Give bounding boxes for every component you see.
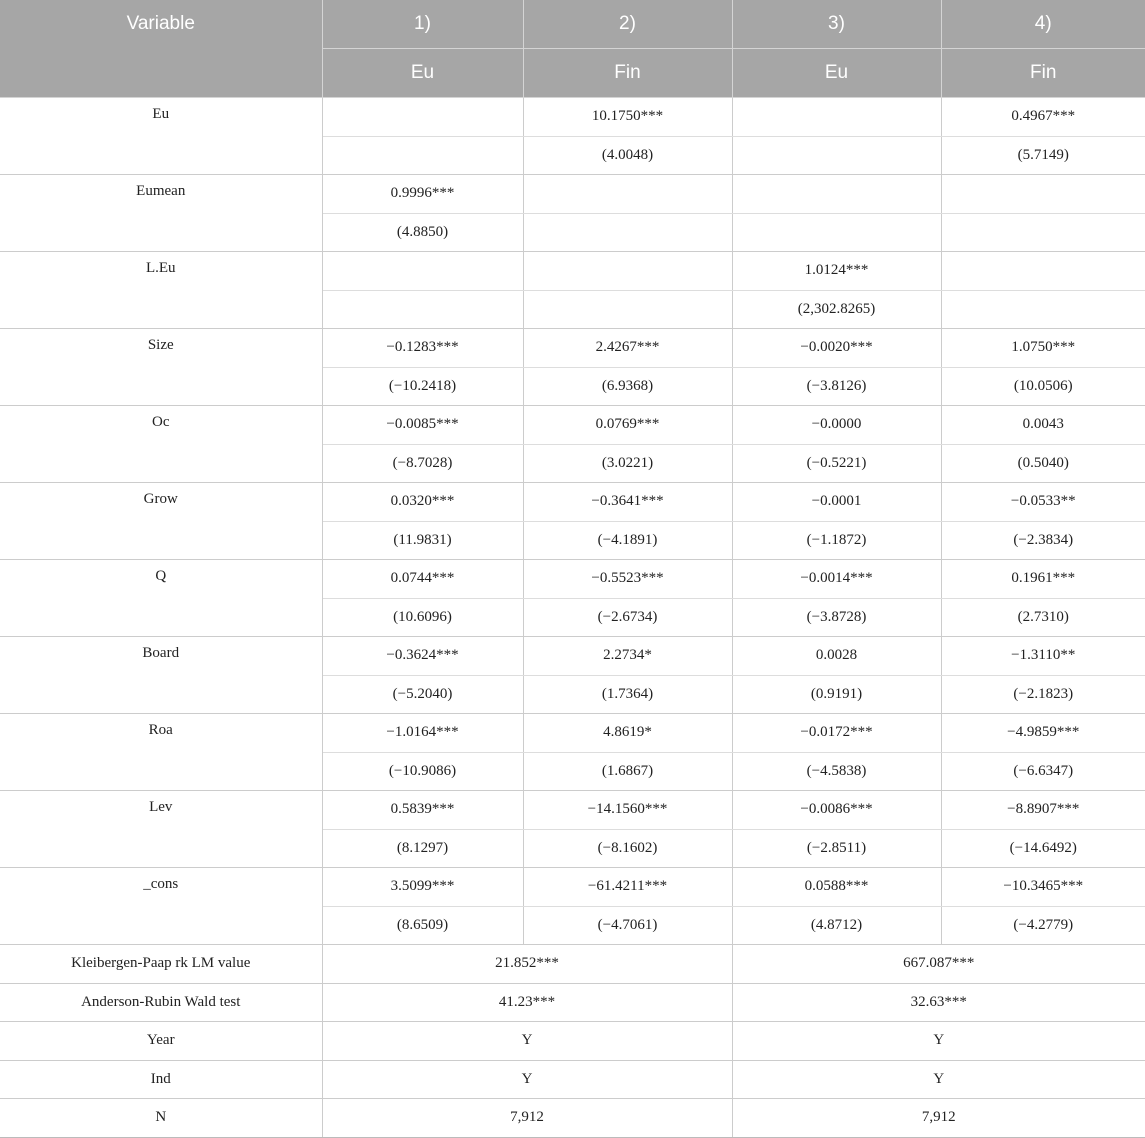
tstat-cell: (−8.7028)	[322, 444, 523, 483]
table-header	[0, 0, 1145, 98]
coefficient-cell: −0.0014***	[732, 560, 941, 599]
coefficient-cell	[322, 98, 523, 137]
coefficient-cell: 0.5839***	[322, 791, 523, 830]
variable-name: Eumean	[0, 175, 322, 252]
coefficient-cell: 4.8619*	[523, 714, 732, 753]
stat-value-left: 21.852***	[322, 945, 732, 984]
tstat-cell	[523, 290, 732, 329]
tstat-cell	[732, 213, 941, 252]
variable-name: Eu	[0, 98, 322, 175]
tstat-cell: (−4.2779)	[941, 906, 1145, 945]
coefficient-cell	[523, 252, 732, 291]
dependent-var-3: Eu	[732, 49, 941, 98]
stat-name: N	[0, 1099, 322, 1138]
coefficient-cell: 10.1750***	[523, 98, 732, 137]
tstat-cell: (11.9831)	[322, 521, 523, 560]
variable-name: Size	[0, 329, 322, 406]
dependent-var-2: Fin	[523, 49, 732, 98]
table-row	[0, 175, 1145, 214]
stats-row	[0, 1022, 1145, 1061]
variable-name: Grow	[0, 483, 322, 560]
coefficient-cell: −1.3110**	[941, 637, 1145, 676]
stats-row	[0, 1099, 1145, 1138]
tstat-cell: (8.6509)	[322, 906, 523, 945]
coefficient-cell: 0.0320***	[322, 483, 523, 522]
tstat-cell: (−4.7061)	[523, 906, 732, 945]
variable-name: _cons	[0, 868, 322, 945]
tstat-cell: (−1.1872)	[732, 521, 941, 560]
coefficient-cell: 3.5099***	[322, 868, 523, 907]
tstat-cell: (10.6096)	[322, 598, 523, 637]
tstat-cell	[941, 290, 1145, 329]
coefficient-cell: −14.1560***	[523, 791, 732, 830]
coefficient-cell	[941, 252, 1145, 291]
tstat-cell: (2.7310)	[941, 598, 1145, 637]
coefficient-cell: −8.8907***	[941, 791, 1145, 830]
coefficient-cell	[732, 98, 941, 137]
coefficient-cell: −0.0020***	[732, 329, 941, 368]
coefficient-cell: 0.0043	[941, 406, 1145, 445]
coefficient-cell: −0.0001	[732, 483, 941, 522]
tstat-cell	[322, 290, 523, 329]
table-row	[0, 868, 1145, 907]
tstat-cell: (0.9191)	[732, 675, 941, 714]
table-row	[0, 791, 1145, 830]
stats-row	[0, 983, 1145, 1022]
variable-name: Board	[0, 637, 322, 714]
tstat-cell: (−3.8126)	[732, 367, 941, 406]
coefficient-cell: 2.4267***	[523, 329, 732, 368]
coefficient-cell: 1.0750***	[941, 329, 1145, 368]
coefficient-cell: −0.0533**	[941, 483, 1145, 522]
stat-value-left: Y	[322, 1022, 732, 1061]
tstat-cell: (4.0048)	[523, 136, 732, 175]
coefficient-cell: 1.0124***	[732, 252, 941, 291]
table-row	[0, 483, 1145, 522]
stat-value-right: Y	[732, 1022, 1145, 1061]
tstat-cell: (4.8850)	[322, 213, 523, 252]
table-row	[0, 637, 1145, 676]
coefficient-cell: −0.0086***	[732, 791, 941, 830]
tstat-cell: (−6.6347)	[941, 752, 1145, 791]
tstat-cell	[732, 136, 941, 175]
variable-header: Variable	[0, 0, 322, 98]
stat-value-right: 667.087***	[732, 945, 1145, 984]
dependent-var-1: Eu	[322, 49, 523, 98]
table-row	[0, 714, 1145, 753]
tstat-cell: (−8.1602)	[523, 829, 732, 868]
header-row-numbers	[0, 0, 1145, 49]
coefficient-cell: −1.0164***	[322, 714, 523, 753]
tstat-cell: (−5.2040)	[322, 675, 523, 714]
coefficient-cell: 0.0028	[732, 637, 941, 676]
variable-name: Lev	[0, 791, 322, 868]
tstat-cell: (−4.1891)	[523, 521, 732, 560]
stat-value-left: Y	[322, 1060, 732, 1099]
tstat-cell: (−10.2418)	[322, 367, 523, 406]
stat-name: Ind	[0, 1060, 322, 1099]
table-row	[0, 560, 1145, 599]
tstat-cell	[322, 136, 523, 175]
tstat-cell: (−4.5838)	[732, 752, 941, 791]
coefficient-cell: −0.5523***	[523, 560, 732, 599]
coefficient-cell: 0.1961***	[941, 560, 1145, 599]
column-number-1: 1)	[322, 0, 523, 49]
tstat-cell: (−3.8728)	[732, 598, 941, 637]
column-number-4: 4)	[941, 0, 1145, 49]
stat-name: Kleibergen-Paap rk LM value	[0, 945, 322, 984]
tstat-cell: (−2.8511)	[732, 829, 941, 868]
coefficient-cell: −4.9859***	[941, 714, 1145, 753]
table-row	[0, 406, 1145, 445]
tstat-cell: (−14.6492)	[941, 829, 1145, 868]
stat-name: Year	[0, 1022, 322, 1061]
coefficient-cell: −0.0085***	[322, 406, 523, 445]
stat-value-left: 41.23***	[322, 983, 732, 1022]
coefficient-cell	[322, 252, 523, 291]
coefficient-cell: 0.0588***	[732, 868, 941, 907]
coefficient-cell	[523, 175, 732, 214]
coefficient-cell	[732, 175, 941, 214]
tstat-cell: (1.7364)	[523, 675, 732, 714]
tstat-cell: (4.8712)	[732, 906, 941, 945]
coefficient-cell: −0.3624***	[322, 637, 523, 676]
coefficient-cell: −0.3641***	[523, 483, 732, 522]
stats-row	[0, 1060, 1145, 1099]
tstat-cell: (5.7149)	[941, 136, 1145, 175]
coefficient-cell: 0.0769***	[523, 406, 732, 445]
tstat-cell: (10.0506)	[941, 367, 1145, 406]
column-number-3: 3)	[732, 0, 941, 49]
stat-name: Anderson-Rubin Wald test	[0, 983, 322, 1022]
tstat-cell: (8.1297)	[322, 829, 523, 868]
variable-name: Q	[0, 560, 322, 637]
tstat-cell	[941, 213, 1145, 252]
tstat-cell: (3.0221)	[523, 444, 732, 483]
stats-row	[0, 945, 1145, 984]
coefficient-cell: −0.0172***	[732, 714, 941, 753]
stat-value-right: 7,912	[732, 1099, 1145, 1138]
table-row	[0, 252, 1145, 291]
tstat-cell: (1.6867)	[523, 752, 732, 791]
table-row	[0, 98, 1145, 137]
tstat-cell: (−10.9086)	[322, 752, 523, 791]
stat-value-right: 32.63***	[732, 983, 1145, 1022]
coefficient-cell: −61.4211***	[523, 868, 732, 907]
table-row	[0, 329, 1145, 368]
coefficient-cell: 0.9996***	[322, 175, 523, 214]
tstat-cell: (2,302.8265)	[732, 290, 941, 329]
column-number-2: 2)	[523, 0, 732, 49]
variable-name: Roa	[0, 714, 322, 791]
variable-name: L.Eu	[0, 252, 322, 329]
variable-name: Oc	[0, 406, 322, 483]
coefficient-cell: −0.0000	[732, 406, 941, 445]
tstat-cell	[523, 213, 732, 252]
tstat-cell: (−2.3834)	[941, 521, 1145, 560]
tstat-cell: (−0.5221)	[732, 444, 941, 483]
coefficient-cell: 0.0744***	[322, 560, 523, 599]
stat-value-left: 7,912	[322, 1099, 732, 1138]
tstat-cell: (0.5040)	[941, 444, 1145, 483]
tstat-cell: (−2.1823)	[941, 675, 1145, 714]
tstat-cell: (−2.6734)	[523, 598, 732, 637]
dependent-var-4: Fin	[941, 49, 1145, 98]
coefficient-cell: 2.2734*	[523, 637, 732, 676]
coefficient-cell	[941, 175, 1145, 214]
coefficient-cell: 0.4967***	[941, 98, 1145, 137]
coefficient-cell: −10.3465***	[941, 868, 1145, 907]
coefficient-cell: −0.1283***	[322, 329, 523, 368]
stat-value-right: Y	[732, 1060, 1145, 1099]
tstat-cell: (6.9368)	[523, 367, 732, 406]
table-body	[0, 98, 1145, 1138]
